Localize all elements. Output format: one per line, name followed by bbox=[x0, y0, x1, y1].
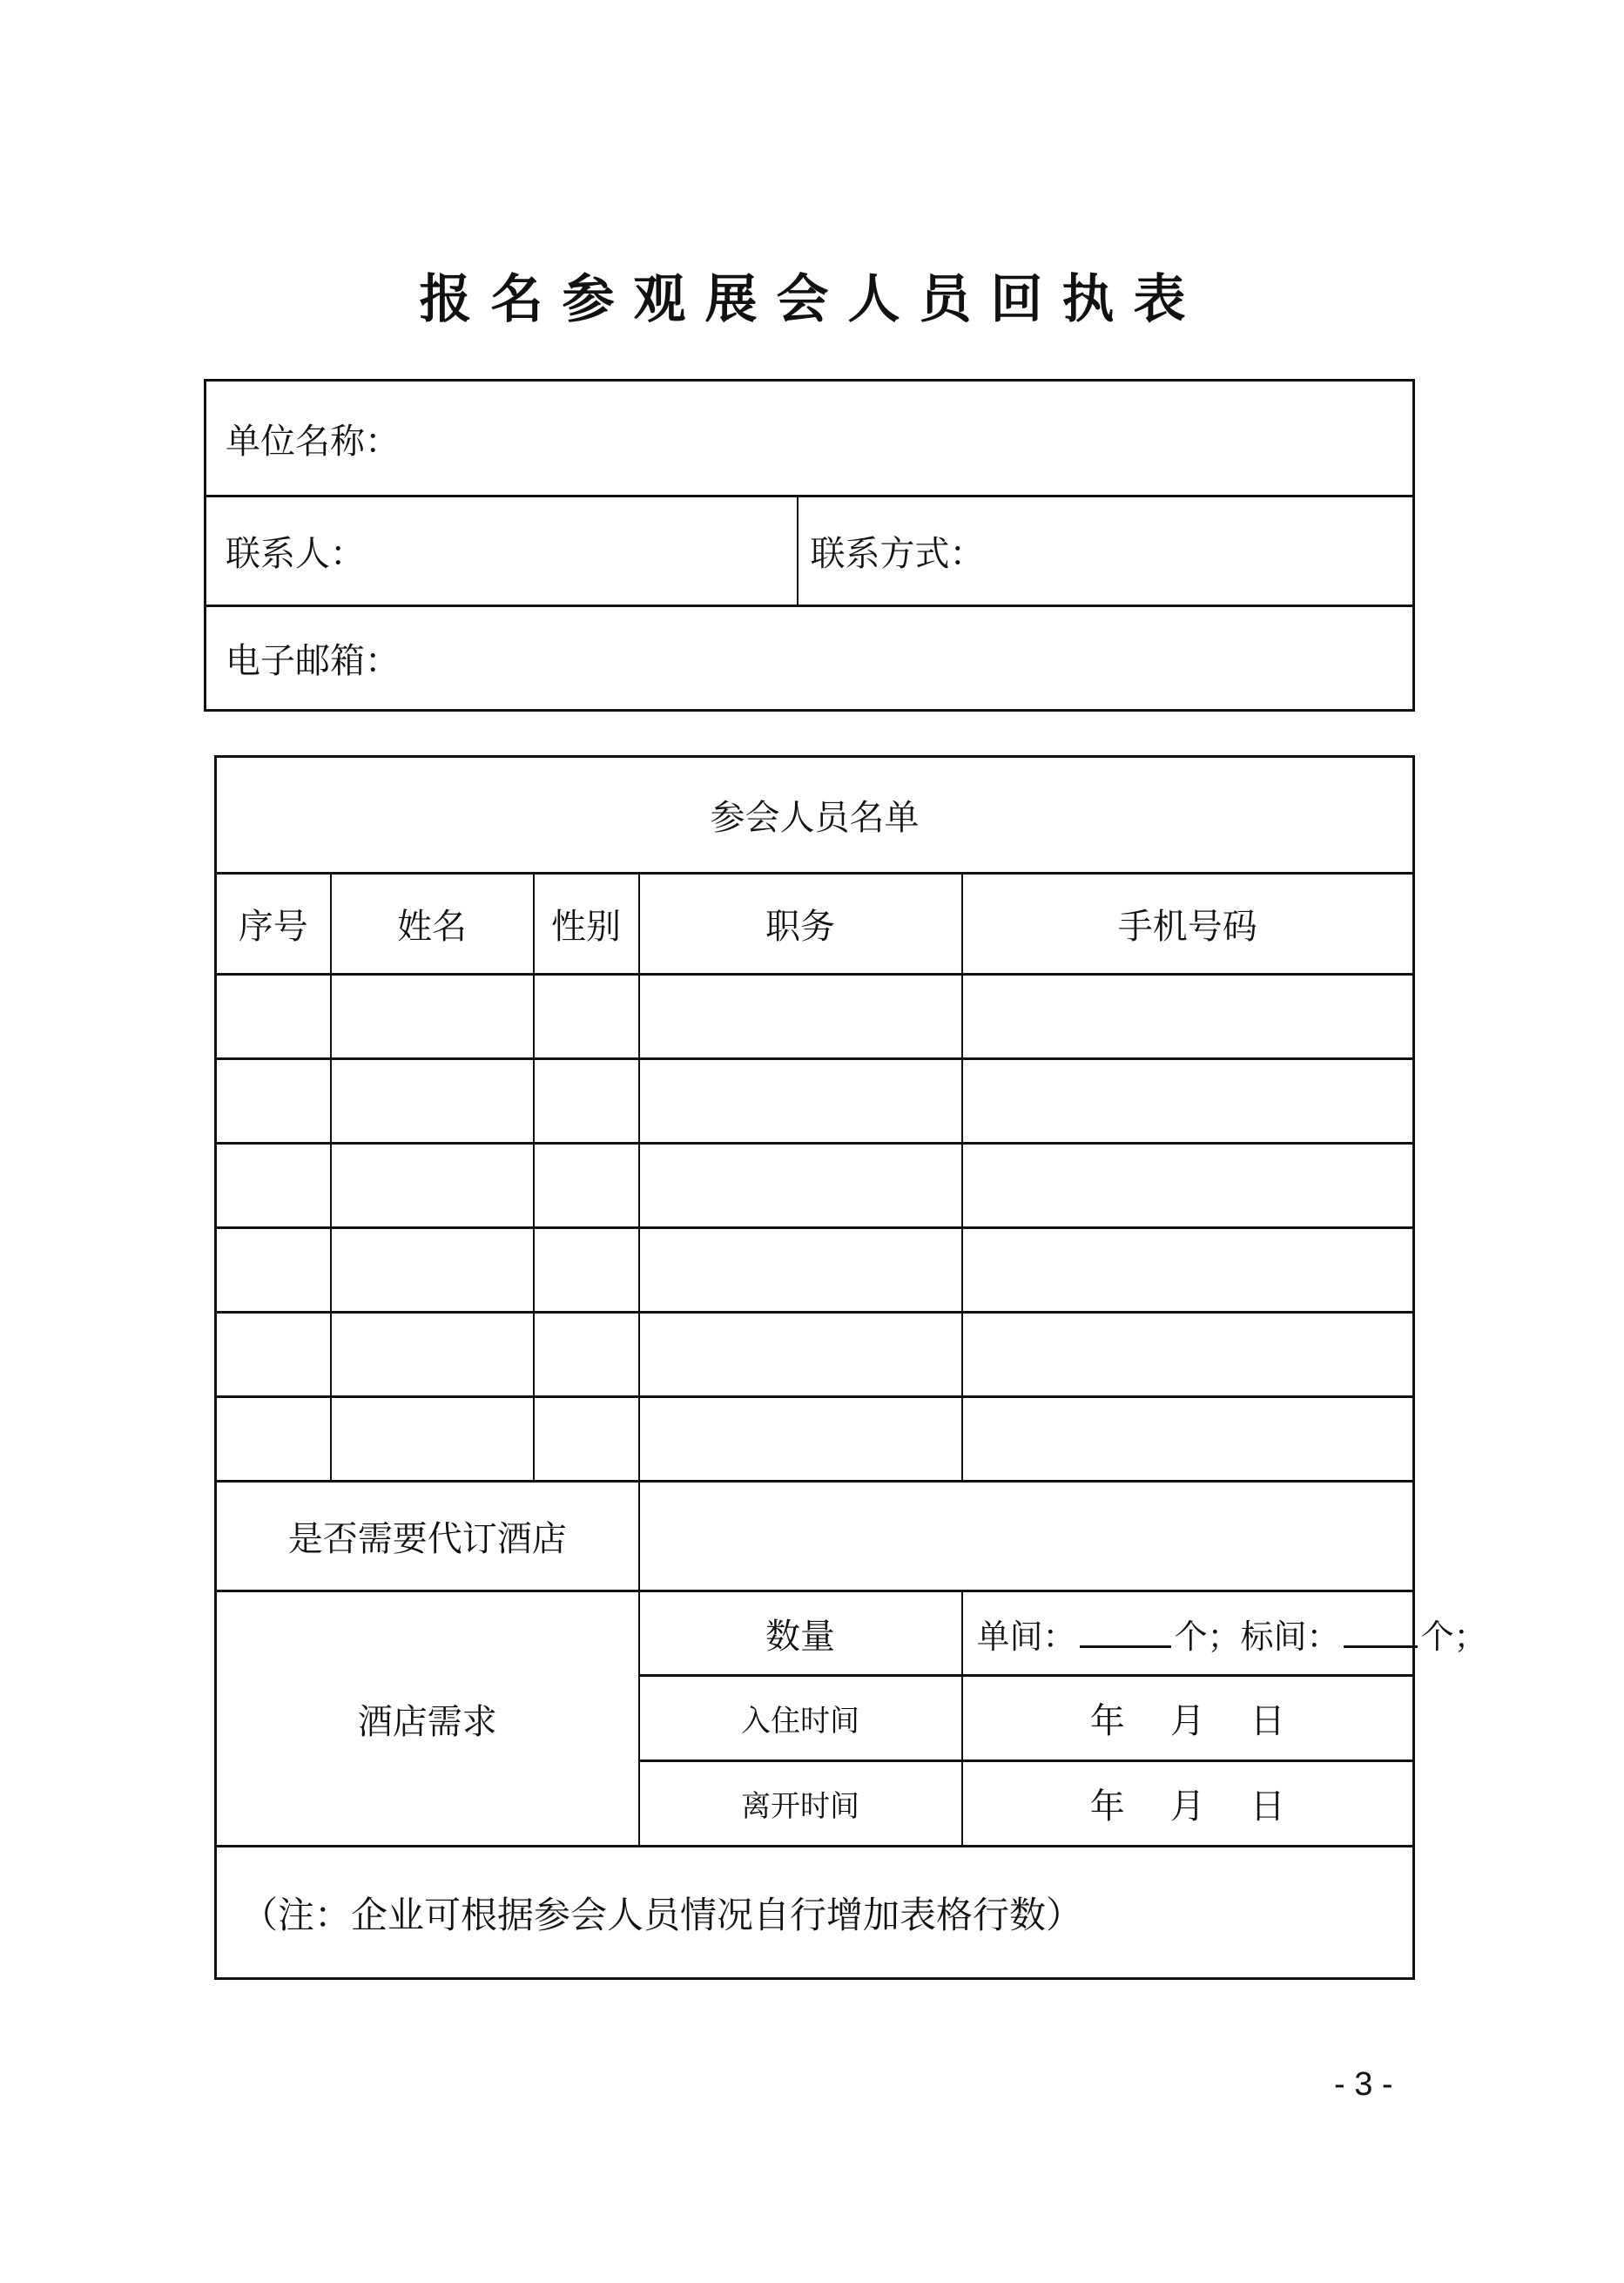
cell-index[interactable] bbox=[216, 1144, 331, 1228]
cell-index[interactable] bbox=[216, 1059, 331, 1144]
checkout-label: 离开时间 bbox=[639, 1761, 962, 1847]
quantity-label-text: 数量 bbox=[765, 1616, 835, 1657]
column-header-name: 姓名 bbox=[331, 874, 534, 975]
cell-position[interactable] bbox=[639, 975, 962, 1059]
hotel-booking-label: 是否需要代订酒店 bbox=[216, 1482, 639, 1591]
twin-room-label: 标间： bbox=[1240, 1617, 1340, 1656]
contact-method-label: 联系方式： bbox=[810, 534, 985, 574]
cell-index[interactable] bbox=[216, 1313, 331, 1397]
checkin-month: 月 bbox=[1169, 1701, 1205, 1741]
checkout-year: 年 bbox=[1089, 1787, 1125, 1827]
cell-position[interactable] bbox=[639, 1313, 962, 1397]
contact-method-field[interactable] bbox=[798, 496, 1414, 606]
table-row bbox=[216, 1228, 1414, 1313]
cell-index[interactable] bbox=[216, 975, 331, 1059]
checkin-year: 年 bbox=[1089, 1701, 1125, 1741]
checkout-date-field[interactable] bbox=[962, 1761, 1414, 1847]
table-row bbox=[216, 975, 1414, 1059]
cell-phone[interactable] bbox=[962, 1397, 1414, 1482]
page-number: - 3 - bbox=[1334, 2066, 1393, 2103]
unit-name-field[interactable] bbox=[206, 381, 1414, 496]
twin-room-blank[interactable] bbox=[1344, 1619, 1418, 1648]
contact-person-label: 联系人： bbox=[226, 534, 365, 574]
table-row bbox=[216, 1144, 1414, 1228]
cell-position[interactable] bbox=[639, 1397, 962, 1482]
email-field[interactable] bbox=[206, 606, 1414, 711]
cell-name[interactable] bbox=[331, 1313, 534, 1397]
column-header-position: 职务 bbox=[639, 874, 962, 975]
cell-name[interactable] bbox=[331, 1144, 534, 1228]
cell-position[interactable] bbox=[639, 1228, 962, 1313]
cell-phone[interactable] bbox=[962, 975, 1414, 1059]
cell-gender[interactable] bbox=[534, 1228, 639, 1313]
footnote: （注：企业可根据参会人员情况自行增加表格行数） bbox=[216, 1847, 1414, 1979]
cell-phone[interactable] bbox=[962, 1059, 1414, 1144]
checkout-month: 月 bbox=[1169, 1787, 1205, 1827]
checkin-label: 入住时间 bbox=[639, 1676, 962, 1761]
checkout-day: 日 bbox=[1250, 1787, 1285, 1827]
attendee-header-row bbox=[216, 874, 1414, 975]
table-row bbox=[216, 1313, 1414, 1397]
cell-gender[interactable] bbox=[534, 1144, 639, 1228]
column-header-gender: 性别 bbox=[534, 874, 639, 975]
page-title: 报名参观展会人员回执表 bbox=[419, 269, 1205, 330]
cell-name[interactable] bbox=[331, 1397, 534, 1482]
cell-position[interactable] bbox=[639, 1144, 962, 1228]
hotel-booking-value[interactable] bbox=[639, 1482, 1414, 1591]
attendee-table bbox=[214, 755, 1487, 1980]
table-row bbox=[216, 1397, 1414, 1482]
unit-name-label: 单位名称： bbox=[226, 421, 400, 462]
attendee-section-title: 参会人员名单 bbox=[216, 757, 1414, 874]
room-quantity-field[interactable] bbox=[962, 1591, 1487, 1676]
cell-phone[interactable] bbox=[962, 1313, 1414, 1397]
email-label: 电子邮箱： bbox=[226, 641, 400, 681]
cell-gender[interactable] bbox=[534, 1059, 639, 1144]
single-room-label: 单间： bbox=[976, 1617, 1076, 1656]
cell-phone[interactable] bbox=[962, 1144, 1414, 1228]
unit-info-table bbox=[204, 379, 1415, 712]
cell-gender[interactable] bbox=[534, 1397, 639, 1482]
cell-gender[interactable] bbox=[534, 1313, 639, 1397]
checkin-day: 日 bbox=[1250, 1701, 1285, 1741]
column-header-index: 序号 bbox=[216, 874, 331, 975]
cell-phone[interactable] bbox=[962, 1228, 1414, 1313]
cell-index[interactable] bbox=[216, 1228, 331, 1313]
hotel-requirements-label: 酒店需求 bbox=[216, 1591, 639, 1847]
cell-index[interactable] bbox=[216, 1397, 331, 1482]
twin-room-unit: 个； bbox=[1420, 1617, 1487, 1656]
cell-name[interactable] bbox=[331, 975, 534, 1059]
single-room-blank[interactable] bbox=[1080, 1619, 1171, 1648]
checkin-date-field[interactable] bbox=[962, 1676, 1414, 1761]
cell-gender[interactable] bbox=[534, 975, 639, 1059]
single-room-unit: 个； bbox=[1174, 1617, 1241, 1656]
cell-name[interactable] bbox=[331, 1228, 534, 1313]
quantity-label bbox=[639, 1591, 962, 1676]
table-row bbox=[216, 1059, 1414, 1144]
cell-name[interactable] bbox=[331, 1059, 534, 1144]
column-header-phone: 手机号码 bbox=[962, 874, 1414, 975]
contact-person-field[interactable] bbox=[206, 496, 798, 606]
cell-position[interactable] bbox=[639, 1059, 962, 1144]
